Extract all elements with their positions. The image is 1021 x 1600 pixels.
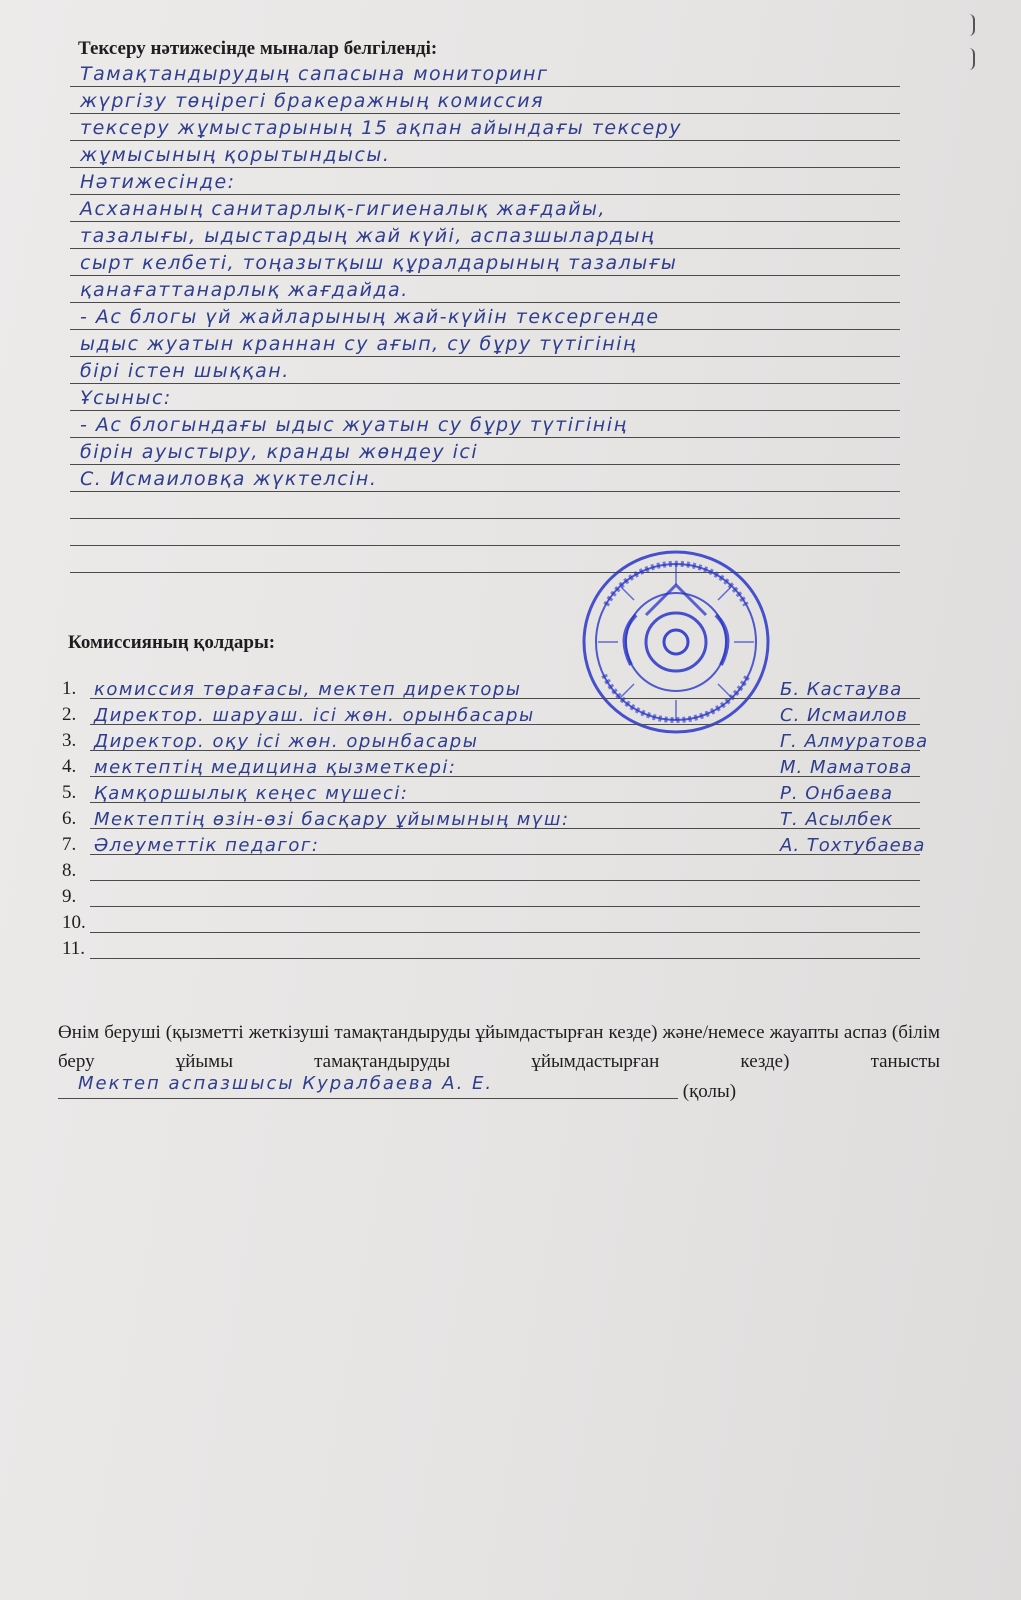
signature-role: Қамқоршылық кеңес мүшесі:: [94, 783, 409, 804]
finding-text: тазалығы, ыдыстардың жай күйі, аспазшылардың: [80, 225, 656, 247]
finding-line: [70, 195, 900, 222]
signature-row: [60, 884, 940, 910]
finding-line: [70, 141, 900, 168]
binder-clip: [967, 14, 975, 36]
signature-name: С. Исмаилов: [780, 705, 908, 726]
finding-text: Ұсыныс:: [80, 387, 172, 409]
acknowledgement-handwritten: Мектеп аспазшысы Куралбаева А. Е.: [78, 1073, 494, 1094]
finding-line: [70, 87, 900, 114]
signature-name: Б. Кастаува: [780, 679, 903, 700]
signature-line: [90, 932, 920, 933]
signature-row: [60, 702, 940, 728]
signature-row: [60, 676, 940, 702]
finding-line: [70, 303, 900, 330]
findings-lines: [70, 60, 900, 573]
finding-line: [70, 411, 900, 438]
signature-role: Директор. шаруаш. ісі жөн. орынбасары: [94, 705, 535, 726]
binder-clip: [967, 48, 975, 70]
findings-heading: Тексеру нәтижесінде мыналар белгіленді:: [78, 38, 438, 59]
finding-text: бірі істен шыққан.: [80, 360, 290, 382]
finding-text: Тамақтандырудың сапасына мониторинг: [80, 63, 549, 85]
acknowledgement-signature-field: [58, 1073, 678, 1099]
signature-line: [90, 906, 920, 907]
acknowledgement-paragraph: [58, 1018, 940, 1106]
finding-line: [70, 222, 900, 249]
finding-line: [70, 438, 900, 465]
signature-row: [60, 728, 940, 754]
signature-line: [90, 958, 920, 959]
finding-line: [70, 330, 900, 357]
finding-line: [70, 60, 900, 87]
finding-text: - Ас блогындағы ыдыс жуатын су бұру түтігінің: [80, 414, 628, 436]
signature-row: [60, 806, 940, 832]
signature-number: 8.: [62, 860, 77, 881]
finding-line: [70, 465, 900, 492]
signature-number: 1.: [62, 678, 77, 699]
finding-line: [70, 249, 900, 276]
signature-name: Г. Алмуратова: [780, 731, 929, 752]
signature-number: 6.: [62, 808, 77, 829]
finding-line: [70, 114, 900, 141]
finding-text: ыдыс жуатын краннан су ағып, су бұру түтігінің: [80, 333, 637, 355]
finding-text: Асхананың санитарлық-гигиеналық жағдайы,: [80, 198, 607, 220]
finding-text: бірін ауыстыру, кранды жөндеу ісі: [80, 441, 479, 463]
signature-number: 2.: [62, 704, 77, 725]
signature-row: [60, 780, 940, 806]
finding-text: Нәтижесінде:: [80, 171, 236, 193]
finding-text: С. Исмаиловқа жүктелсін.: [80, 468, 378, 490]
finding-line: [70, 492, 900, 519]
finding-line: [70, 519, 900, 546]
signature-role: Директор. оқу ісі жөн. орынбасары: [94, 731, 479, 752]
finding-line: [70, 357, 900, 384]
signature-role: мектептің медицина қызметкері:: [94, 757, 457, 778]
signature-number: 10.: [62, 912, 86, 933]
signature-role: комиссия төрағасы, мектеп директоры: [94, 679, 522, 700]
signature-name: Т. Асылбек: [780, 809, 894, 830]
signatures-heading: Комиссияның қолдары:: [68, 632, 276, 653]
finding-text: жұмысының қорытындысы.: [80, 144, 391, 166]
finding-text: қанағаттанарлық жағдайда.: [80, 279, 409, 301]
finding-text: жүргізу төңірегі бракеражның комиссия: [80, 90, 545, 112]
signature-name: А. Тохтубаева: [780, 835, 926, 856]
finding-text: сырт келбеті, тоңазытқыш құралдарының тазалығы: [80, 252, 678, 274]
signature-row: [60, 832, 940, 858]
signature-row: [60, 754, 940, 780]
signature-role: Мектептің өзін-өзі басқару ұйымының мүш:: [94, 809, 570, 830]
finding-text: - Ас блогы үй жайларының жай-күйін тексергенде: [80, 306, 660, 328]
signature-row: [60, 936, 940, 962]
finding-line: [70, 276, 900, 303]
finding-line: [70, 384, 900, 411]
signature-role: Әлеуметтік педагог:: [94, 835, 320, 856]
acknowledgement-text: Өнім беруші (қызметті жеткізуші тамақтандыруды ұйымдастырған кезде) және/немесе жауапты аспаз (білім беру ұйымы тамақтандыруды ұйымдастырған кезде) танысты: [58, 1022, 940, 1072]
signature-number: 5.: [62, 782, 77, 803]
finding-text: тексеру жұмыстарының 15 ақпан айындағы тексеру: [80, 117, 682, 139]
signature-row: [60, 858, 940, 884]
signature-name: Р. Онбаева: [780, 783, 894, 804]
signature-name: М. Маматова: [780, 757, 913, 778]
signature-number: 4.: [62, 756, 77, 777]
signature-number: 9.: [62, 886, 77, 907]
signature-list: [60, 676, 940, 962]
finding-line: [70, 168, 900, 195]
signature-number: 7.: [62, 834, 77, 855]
signature-suffix: (қолы): [682, 1081, 737, 1102]
signature-row: [60, 910, 940, 936]
signature-number: 11.: [62, 938, 86, 959]
signature-line: [90, 880, 920, 881]
signature-number: 3.: [62, 730, 77, 751]
